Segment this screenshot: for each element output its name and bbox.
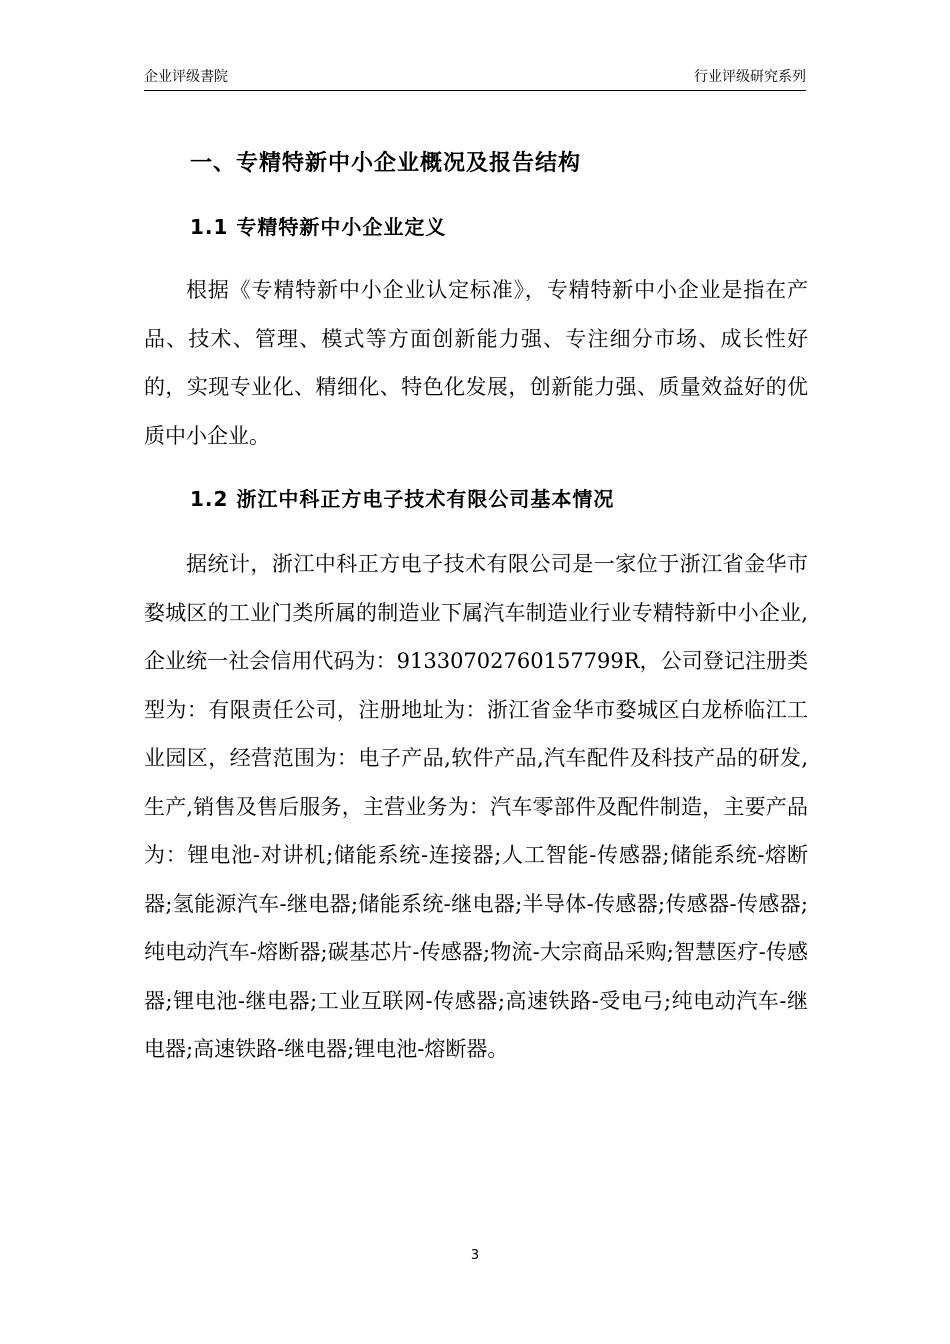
- subsection-title-definition: 1.1 专精特新中小企业定义: [190, 215, 447, 239]
- definition-paragraph: 根据《专精特新中小企业认定标准》，专精特新中小企业是指在产品、技术、管理、模式等方面创新能力强、专注细分市场、成长性好的，实现专业化、精细化、特色化发展，创新能力强、质量效益好的优质中小企业。: [144, 278, 808, 448]
- page-number: 3: [470, 1248, 480, 1263]
- section-title: 一、专精特新中小企业概况及报告结构: [190, 151, 582, 176]
- subsection-title-company: 1.2 浙江中科正方电子技术有限公司基本情况: [190, 487, 615, 511]
- header-divider: [144, 90, 806, 91]
- page-header: [144, 66, 806, 88]
- header-right-text: 行业评级研究系列: [694, 69, 806, 85]
- company-paragraph: 据统计，浙江中科正方电子技术有限公司是一家位于浙江省金华市婺城区的工业门类所属的制造业下属汽车制造业行业专精特新中小企业,企业统一社会信用代码为：91330702760157799R，公司登记注册类型为：有限责任公司，注册地址为：浙江省金华市婺城区白龙桥临江工业园区，经营范围为：电子产品,软件产品,汽车配件及科技产品的研发,生产,销售及售后服务，主营业务为：汽车零部件及配件制造，主要产品为：锂电池-对讲机;储能系统-连接器;人工智能-传感器;储能系统-熔断器;氢能源汽车-继电器;储能系统-继电器;半导体-传感器;传感器-传感器;纯电动汽车-熔断器;碳基芯片-传感器;物流-大宗商品采购;智慧医疗-传感器;锂电池-继电器;工业互联网-传感器;高速铁路-受电弓;纯电动汽车-继电器;高速铁路-继电器;锂电池-熔断器。: [144, 552, 808, 1061]
- header-left-text: 企业评级書院: [144, 69, 228, 85]
